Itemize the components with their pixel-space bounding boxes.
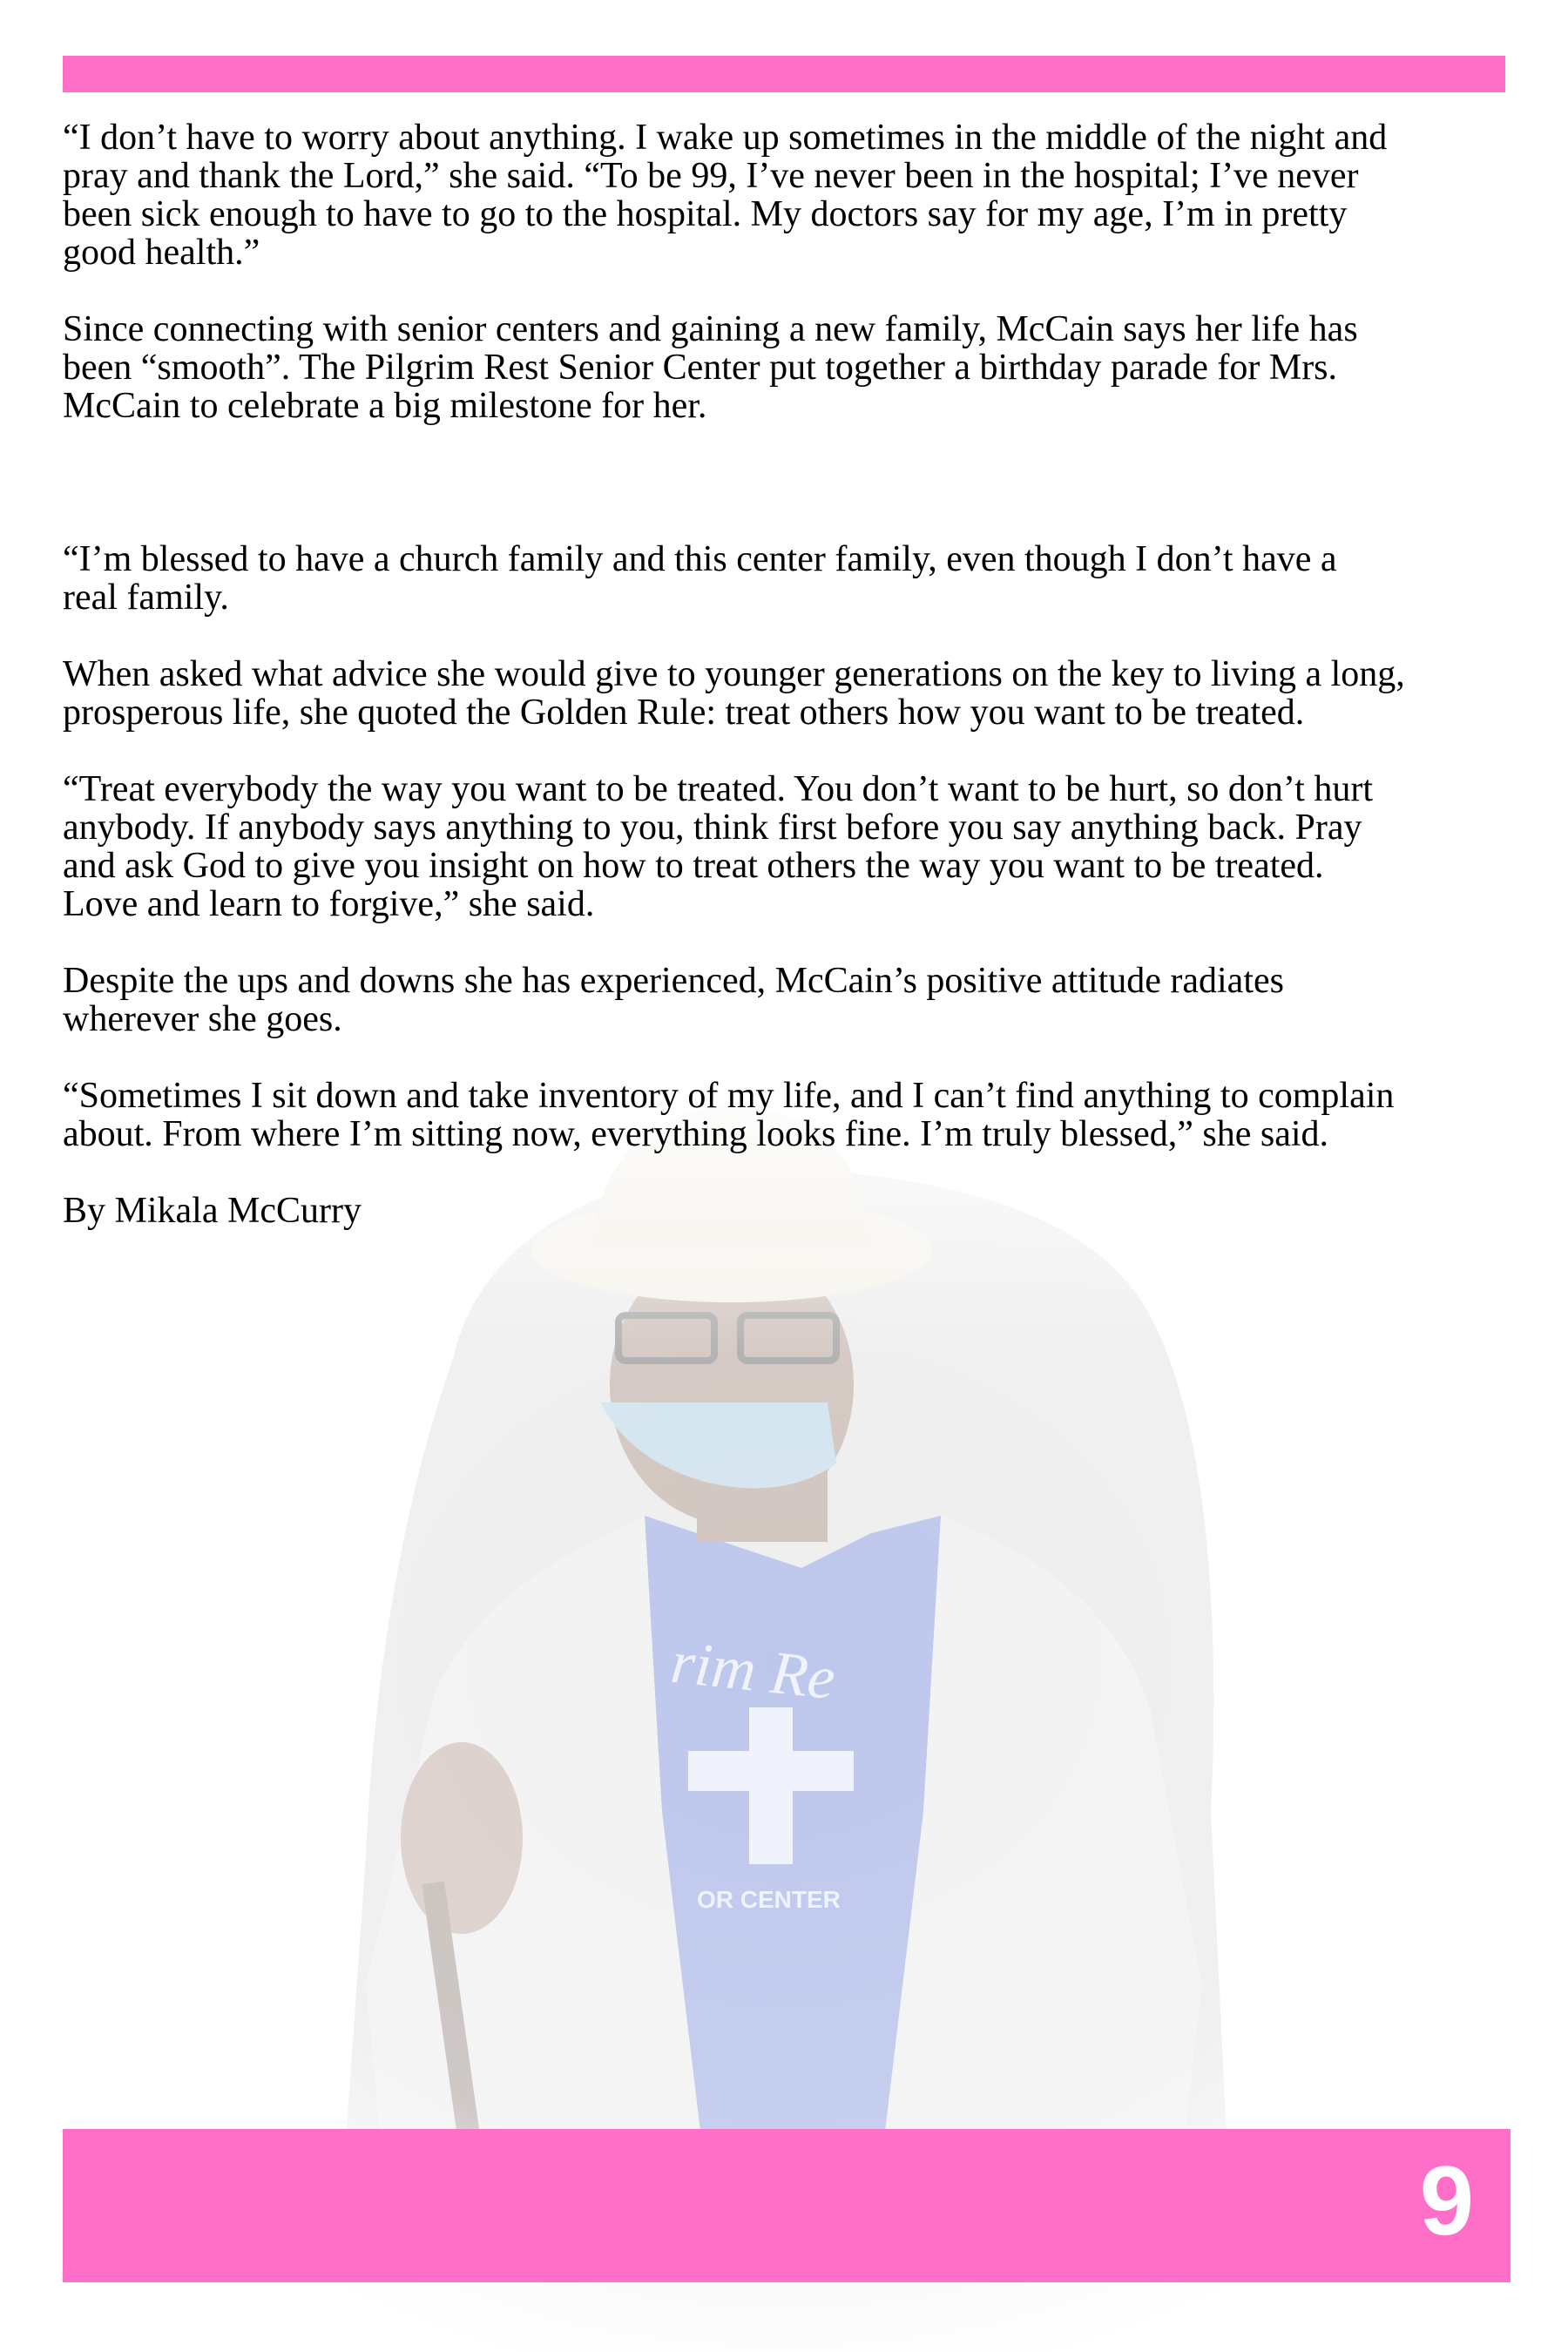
article-paragraph: When asked what advice she would give to younger generations on the key to living a long, prosperous life, she quoted the Golden Rule: treat others how you want to be treated. bbox=[63, 654, 1405, 733]
bottom-accent-bar bbox=[63, 2129, 1511, 2282]
top-accent-bar bbox=[63, 56, 1505, 92]
article-paragraph: “Treat everybody the way you want to be treated. You don’t want to be hurt, so don’t hurt anybody. If anybody says anything to you, think first before you say anything back. Pray and ask God to give you insight on how to treat others the way you want to be treated. Love and learn to forgive,” she said. bbox=[63, 769, 1373, 924]
article-paragraph: “I’m blessed to have a church family and this center family, even though I don’t have a real family. bbox=[63, 539, 1337, 618]
article-body bbox=[63, 118, 1544, 1268]
article-paragraph: Since connecting with senior centers and gaining a new family, McCain says her life has been “smooth”. The Pilgrim Rest Senior Center put together a birthday parade for Mrs. McCain to celebrate a big milestone for her. bbox=[63, 309, 1358, 426]
article-paragraph: Despite the ups and downs she has experienced, McCain’s positive attitude radiates wherever she goes. bbox=[63, 961, 1284, 1039]
page-number: 9 bbox=[1419, 2146, 1474, 2255]
byline: By Mikala McCurry bbox=[63, 1191, 362, 1231]
article-paragraph: “Sometimes I sit down and take inventory of my life, and I can’t find anything to complain about. From where I’m sitting now, everything looks fine. I’m truly blessed,” she said. bbox=[63, 1076, 1395, 1154]
article-paragraph: “I don’t have to worry about anything. I wake up sometimes in the middle of the night and pray and thank the Lord,” she said. “To be 99, I’ve never been in the hospital; I’ve never been sick enough to have to go to the hospital. My doctors say for my age, I’m in pretty good health.” bbox=[63, 118, 1388, 273]
